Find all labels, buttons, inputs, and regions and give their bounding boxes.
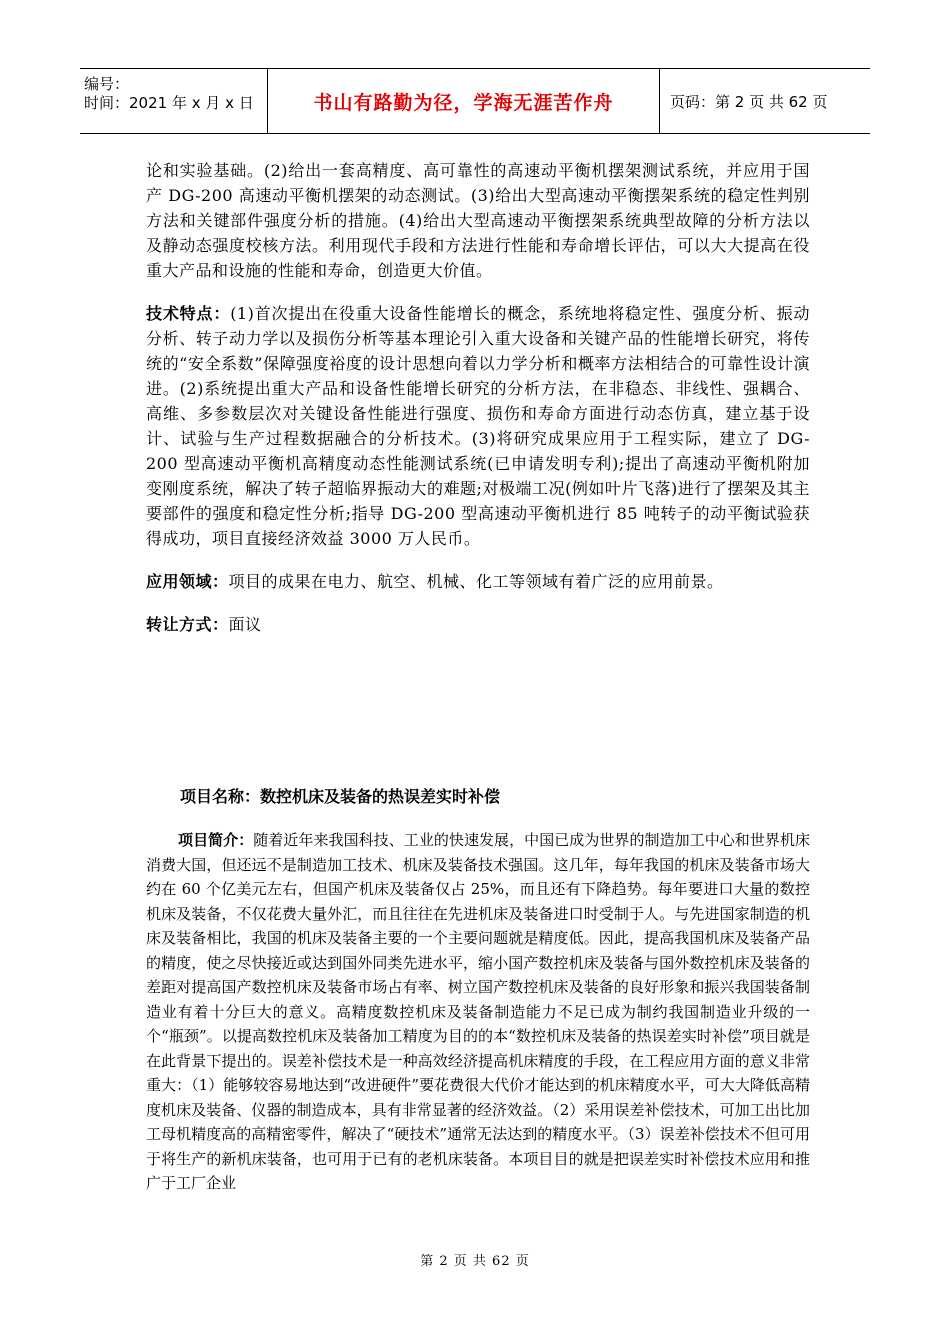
section-2 xyxy=(146,828,810,1196)
date-label: 时间：2021 年 x 月 x 日 xyxy=(84,94,254,112)
intro-paragraph: 论和实验基础。(2)给出一套高精度、高可靠性的高速动平衡机摆架测试系统，并应用于国产 DG-200 高速动平衡机摆架的动态测试。(3)给出大型高速动平衡摆架系统的稳定性判别方法和关键部件强度分析的措施。(4)给出大型高速动平衡摆架系统典型故障的分析方法以及静动态强度校核方法。利用现代手段和方法进行性能和寿命增长评估，可以大大提高在役重大产品和设施的性能和寿命，创造更大价值。 xyxy=(146,161,810,280)
features-paragraph xyxy=(146,301,810,551)
features-label: 技术特点： xyxy=(146,304,231,323)
intro-label: 项目简介： xyxy=(178,831,254,849)
header-motto-cell xyxy=(268,69,660,133)
application-label: 应用领域： xyxy=(146,572,229,591)
transfer-label: 转让方式： xyxy=(146,615,229,634)
transfer-text: 面议 xyxy=(228,615,262,634)
header-motto: 书山有路勤为径，学海无涯苦作舟 xyxy=(313,91,614,114)
section-1 xyxy=(146,158,810,655)
page-header xyxy=(80,68,870,134)
intro-text: 随着近年来我国科技、工业的快速发展，中国已成为世界的制造加工中心和世界机床消费大国，但还远不是制造加工技术、机床及装备技术强国。这几年，每年我国的机床及装备市场大约在 60 个亿美元左右，但国产机床及装备仅占 25%，而且还有下降趋势。每年要进口大量的数控机床及装备，不仅花费大量外汇，而且往往在先进机床及装备进口时受制于人。与先进国家制造的机床及装备相比，我国的机床及装备主要的一个主要问题就是精度低。因此，提高我国机床及装备产品的精度，使之尽快接近或达到国外同类先进水平，缩小国产数控机床及装备与国外数控机床及装备的差距对提高国产数控机床及装备市场占有率、树立国产数控机床及装备的良好形象和振兴我国装备制造业有着十分巨大的意义。高精度数控机床及装备制造能力不足已成为制约我国制造业升级的一个“瓶颈”。以提高数控机床及装备加工精度为目的的本“数控机床及装备的热误差实时补偿”项目就是在此背景下提出的。误差补偿技术是一种高效经济提高机床精度的手段，在工程应用方面的意义非常重大：（1）能够较容易地达到“改进硬件”要花费很大代价才能达到的机床精度水平，可大大降低高精度机床及装备、仪器的制造成本，具有非常显著的经济效益。（2）采用误差补偿技术，可加工出比加工母机精度高的高精密零件，解决了“硬技术”通常无法达到的精度水平。（3）误差补偿技术不但可用于将生产的新机床装备，也可用于已有的老机床装备。本项目目的就是把误差实时补偿技术应用和推广于工厂企业 xyxy=(146,831,810,1192)
application-text: 项目的成果在电力、航空、机械、化工等领域有着广泛的应用前景。 xyxy=(228,572,724,591)
number-label: 编号： xyxy=(84,75,130,93)
transfer-paragraph xyxy=(146,612,810,637)
features-text: (1)首次提出在役重大设备性能增长的概念，系统地将稳定性、强度分析、振动分析、转子动力学以及损伤分析等基本理论引入重大设备和关键产品的性能增长研究，将传统的“安全系数”保障强度裕度的设计思想向着以力学分析和概率方法相结合的可靠性设计演进。(2)系统提出重大产品和设备性能增长研究的分析方法，在非稳态、非线性、强耦合、高维、多参数层次对关键设备性能进行强度、损伤和寿命方面进行动态仿真，建立基于设计、试验与生产过程数据融合的分析技术。(3)将研究成果应用于工程实际，建立了 DG-200 型高速动平衡机高精度动态性能测试系统(已申请发明专利);提出了高速动平衡机附加变刚度系统，解决了转子超临界振动大的难题;对极端工况(例如叶片飞落)进行了摆架及其主要部件的强度和稳定性分析;指导 DG-200 型高速动平衡机进行 85 吨转子的动平衡试验获得成功，项目直接经济效益 3000 万人民币。 xyxy=(146,304,810,548)
page-footer: 第 2 页 共 62 页 xyxy=(420,1254,530,1269)
header-meta xyxy=(80,69,268,133)
application-paragraph xyxy=(146,569,810,594)
header-page-info: 页码：第 2 页 共 62 页 xyxy=(670,92,828,111)
project-title: 项目名称：数控机床及装备的热误差实时补偿 xyxy=(180,787,501,806)
